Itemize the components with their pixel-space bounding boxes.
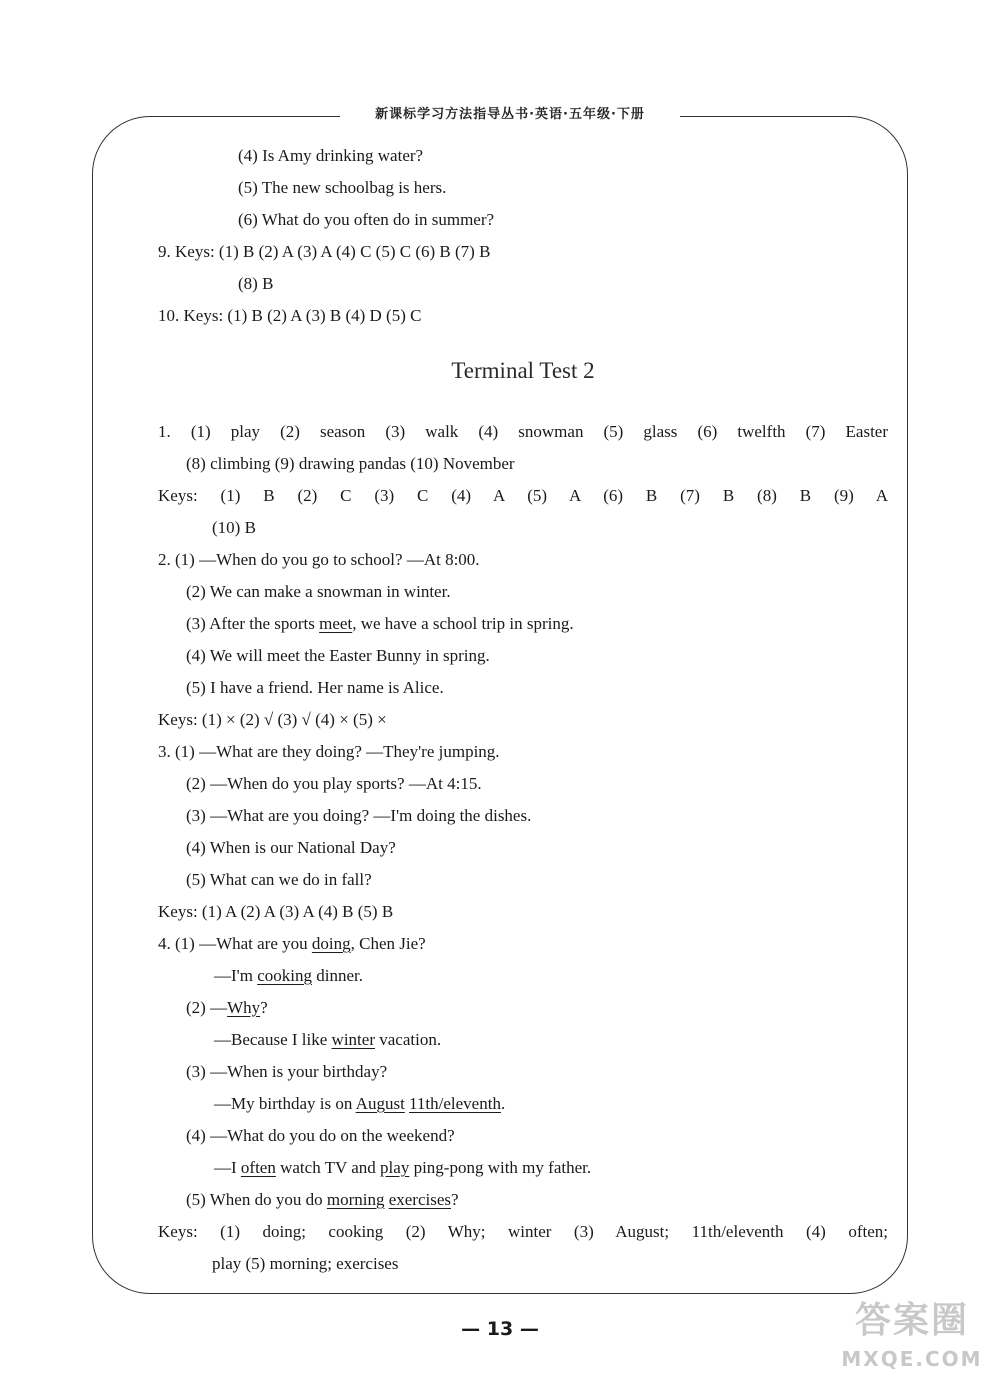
keys-line: 10. Keys: (1) B (2) A (3) B (4) D (5) C <box>158 306 422 325</box>
q3-line: (3) —What are you doing? —I'm doing the dishes. <box>186 806 532 825</box>
q4-line: —My birthday is on August 11th/eleventh. <box>214 1094 506 1113</box>
q4-line: (5) When do you do morning exercises? <box>186 1190 459 1209</box>
watermark-url: MXQE.COM <box>841 1347 983 1371</box>
q4-line: —Because I like winter vacation. <box>214 1030 442 1049</box>
keys-line: (8) B <box>238 274 274 293</box>
underlined-answer: often <box>240 1158 276 1177</box>
q2-line: (4) We will meet the Easter Bunny in spring. <box>186 646 490 665</box>
q4-line: 4. (1) —What are you doing, Chen Jie? <box>158 934 426 953</box>
keys-line: 9. Keys: (1) B (2) A (3) A (4) C (5) C (6) B (7) B <box>158 242 491 261</box>
running-header: 新课标学习方法指导丛书·英语·五年级·下册 <box>340 104 680 126</box>
underlined-answer: winter <box>331 1030 375 1049</box>
underlined-answer: play <box>380 1158 410 1177</box>
underlined-answer: doing <box>311 934 351 953</box>
watermark-text: 答案圈 <box>854 1300 969 1341</box>
underlined-answer: cooking <box>257 966 312 985</box>
q3-line: 3. (1) —What are they doing? —They're jumping. <box>158 742 500 761</box>
keys-line: Keys: (1) A (2) A (3) A (4) B (5) B <box>158 902 394 921</box>
q4-line: (4) —What do you do on the weekend? <box>186 1126 455 1145</box>
answer-content <box>158 140 888 1280</box>
q2-line: (2) We can make a snowman in winter. <box>186 582 451 601</box>
underlined-answer: 11th/eleventh <box>409 1094 501 1113</box>
answer-line: (5) The new schoolbag is hers. <box>238 178 447 197</box>
keys-line: Keys: (1) × (2) √ (3) √ (4) × (5) × <box>158 710 387 729</box>
page-number: — 13 — <box>461 1318 539 1340</box>
q1-line: (8) climbing (9) drawing pandas (10) November <box>186 454 515 473</box>
underlined-answer: exercises <box>388 1190 452 1209</box>
section-title: Terminal Test 2 <box>451 358 595 383</box>
q4-line: —I often watch TV and play ping-pong with my father. <box>214 1158 592 1177</box>
q2-line: 2. (1) —When do you go to school? —At 8:00. <box>158 550 480 569</box>
answer-line: (4) Is Amy drinking water? <box>238 146 424 165</box>
q1-line: 1. (1) play (2) season (3) walk (4) snowman (5) glass (6) twelfth (7) Easter <box>158 422 888 441</box>
q4-line: (2) —Why? <box>186 998 268 1017</box>
answer-line: (6) What do you often do in summer? <box>238 210 495 229</box>
watermark-logo <box>838 1298 986 1384</box>
underlined-answer: August <box>355 1094 405 1113</box>
q3-line: (5) What can we do in fall? <box>186 870 372 889</box>
keys-line: Keys: (1) doing; cooking (2) Why; winter (3) August; 11th/eleventh (4) often; <box>158 1222 888 1241</box>
q2-line: (3) After the sports meet, we have a school trip in spring. <box>186 614 574 633</box>
q4-line: (3) —When is your birthday? <box>186 1062 388 1081</box>
q2-line: (5) I have a friend. Her name is Alice. <box>186 678 444 697</box>
keys-line: Keys: (1) B (2) C (3) C (4) A (5) A (6) B (7) B (8) B (9) A <box>158 486 888 505</box>
underlined-answer: meet <box>319 614 353 633</box>
q4-line: —I'm cooking dinner. <box>214 966 363 985</box>
keys-line: (10) B <box>212 518 256 537</box>
keys-line: play (5) morning; exercises <box>212 1254 399 1273</box>
q3-line: (4) When is our National Day? <box>186 838 396 857</box>
underlined-answer: Why <box>227 998 261 1017</box>
underlined-answer: morning <box>326 1190 385 1209</box>
q3-line: (2) —When do you play sports? —At 4:15. <box>186 774 482 793</box>
